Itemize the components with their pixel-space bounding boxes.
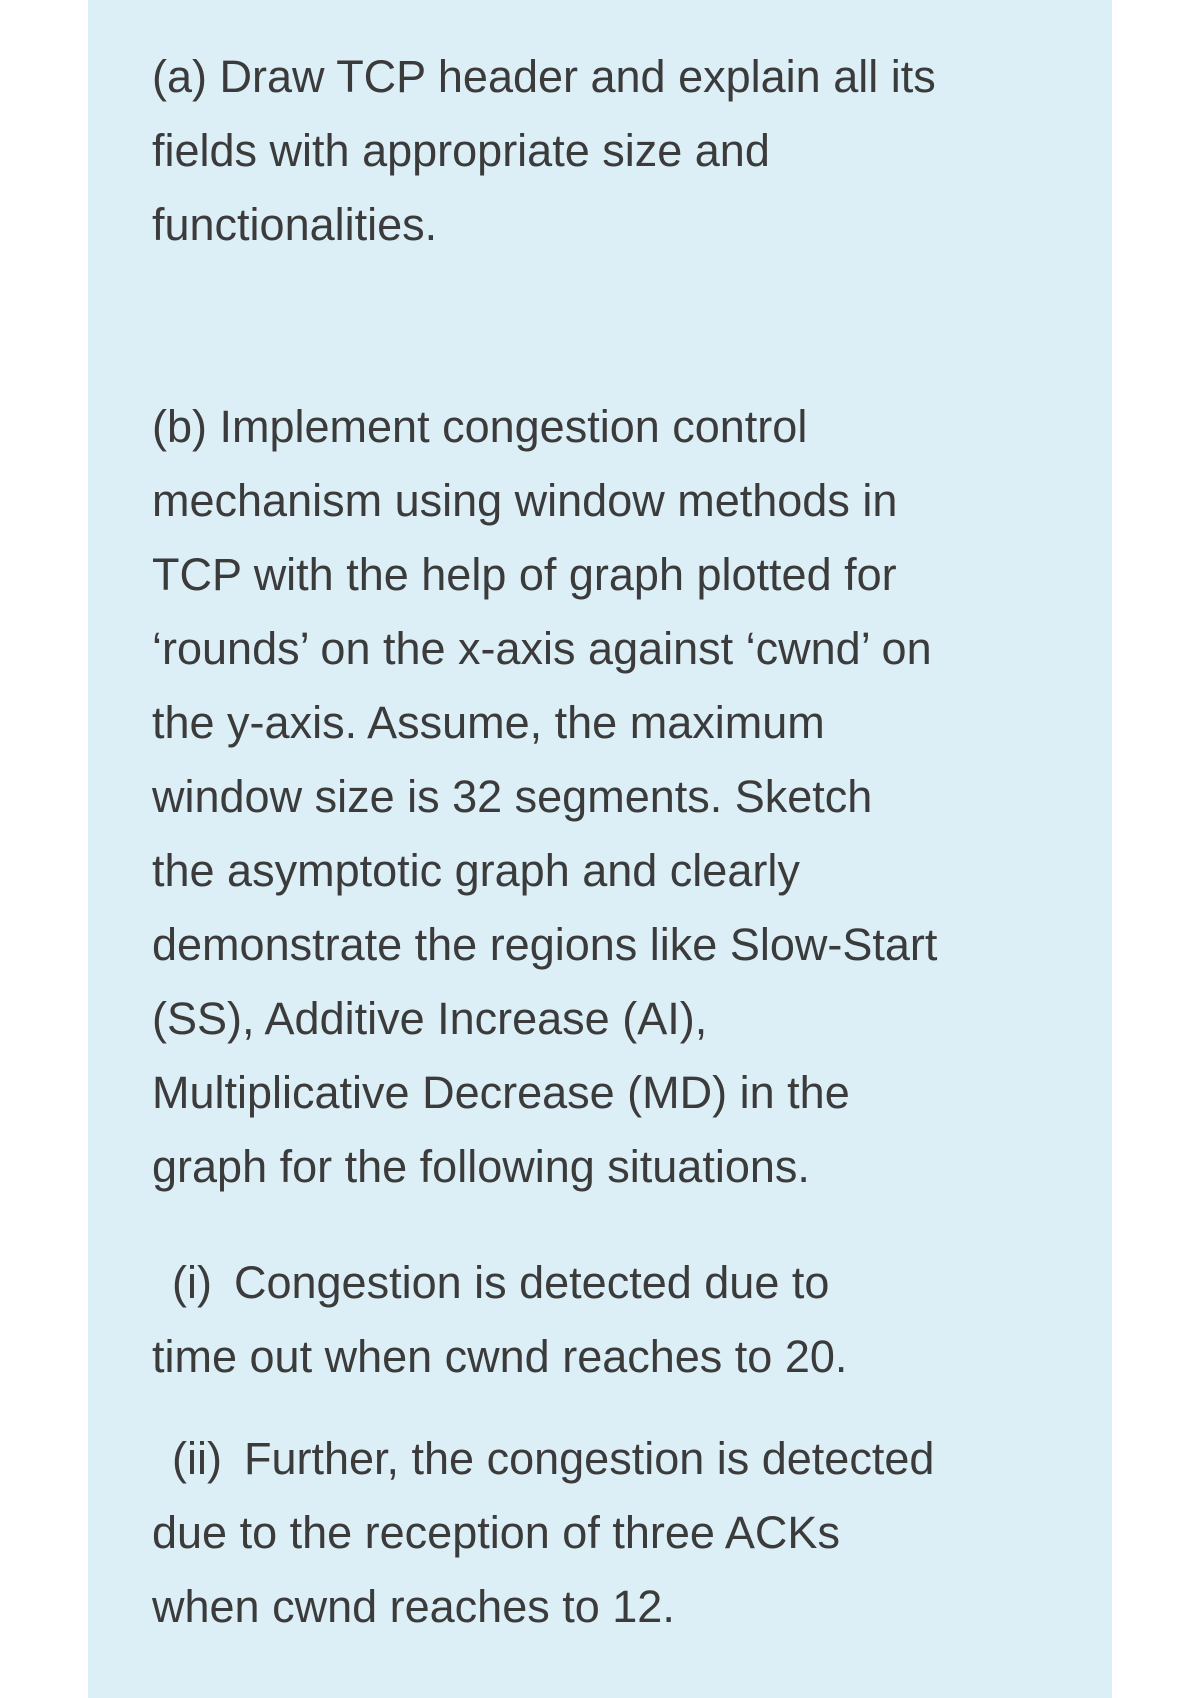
question-b-line: TCP with the help of graph plotted for — [152, 549, 897, 600]
question-b-line: the asymptotic graph and clearly — [152, 845, 800, 896]
question-a-line: (a) Draw TCP header and explain all its — [152, 51, 936, 102]
situation-ii-first-line — [152, 1422, 1072, 1496]
question-b-line: ‘rounds’ on the x-axis against ‘cwnd’ on — [152, 623, 932, 674]
situation-ii-label: (ii) — [172, 1433, 222, 1484]
question-b — [152, 390, 1072, 1204]
situation-i-first-line — [152, 1246, 1072, 1320]
question-b-line: window size is 32 segments. Sketch — [152, 771, 873, 822]
situation-i — [152, 1246, 1072, 1394]
situation-i-label: (i) — [172, 1257, 212, 1308]
question-b-line: graph for the following situations. — [152, 1141, 810, 1192]
situation-ii-line: when cwnd reaches to 12. — [152, 1581, 675, 1632]
question-a-line: functionalities. — [152, 199, 438, 250]
situation-i-line: time out when cwnd reaches to 20. — [152, 1331, 848, 1382]
situation-i-text: Congestion is detected due to — [233, 1257, 830, 1308]
situation-ii-line: due to the reception of three ACKs — [152, 1507, 840, 1558]
situation-ii-text: Further, the congestion is detected — [243, 1433, 935, 1484]
question-b-line: mechanism using window methods in — [152, 475, 898, 526]
question-b-line: demonstrate the regions like Slow-Start — [152, 919, 938, 970]
question-b-line: (SS), Additive Increase (AI), — [152, 993, 708, 1044]
situation-ii — [152, 1422, 1072, 1644]
question-b-line: the y-axis. Assume, the maximum — [152, 697, 825, 748]
question-b-line: Multiplicative Decrease (MD) in the — [152, 1067, 850, 1118]
question-a — [152, 40, 1072, 262]
question-a-line: fields with appropriate size and — [152, 125, 770, 176]
question-b-line: (b) Implement congestion control — [152, 401, 808, 452]
